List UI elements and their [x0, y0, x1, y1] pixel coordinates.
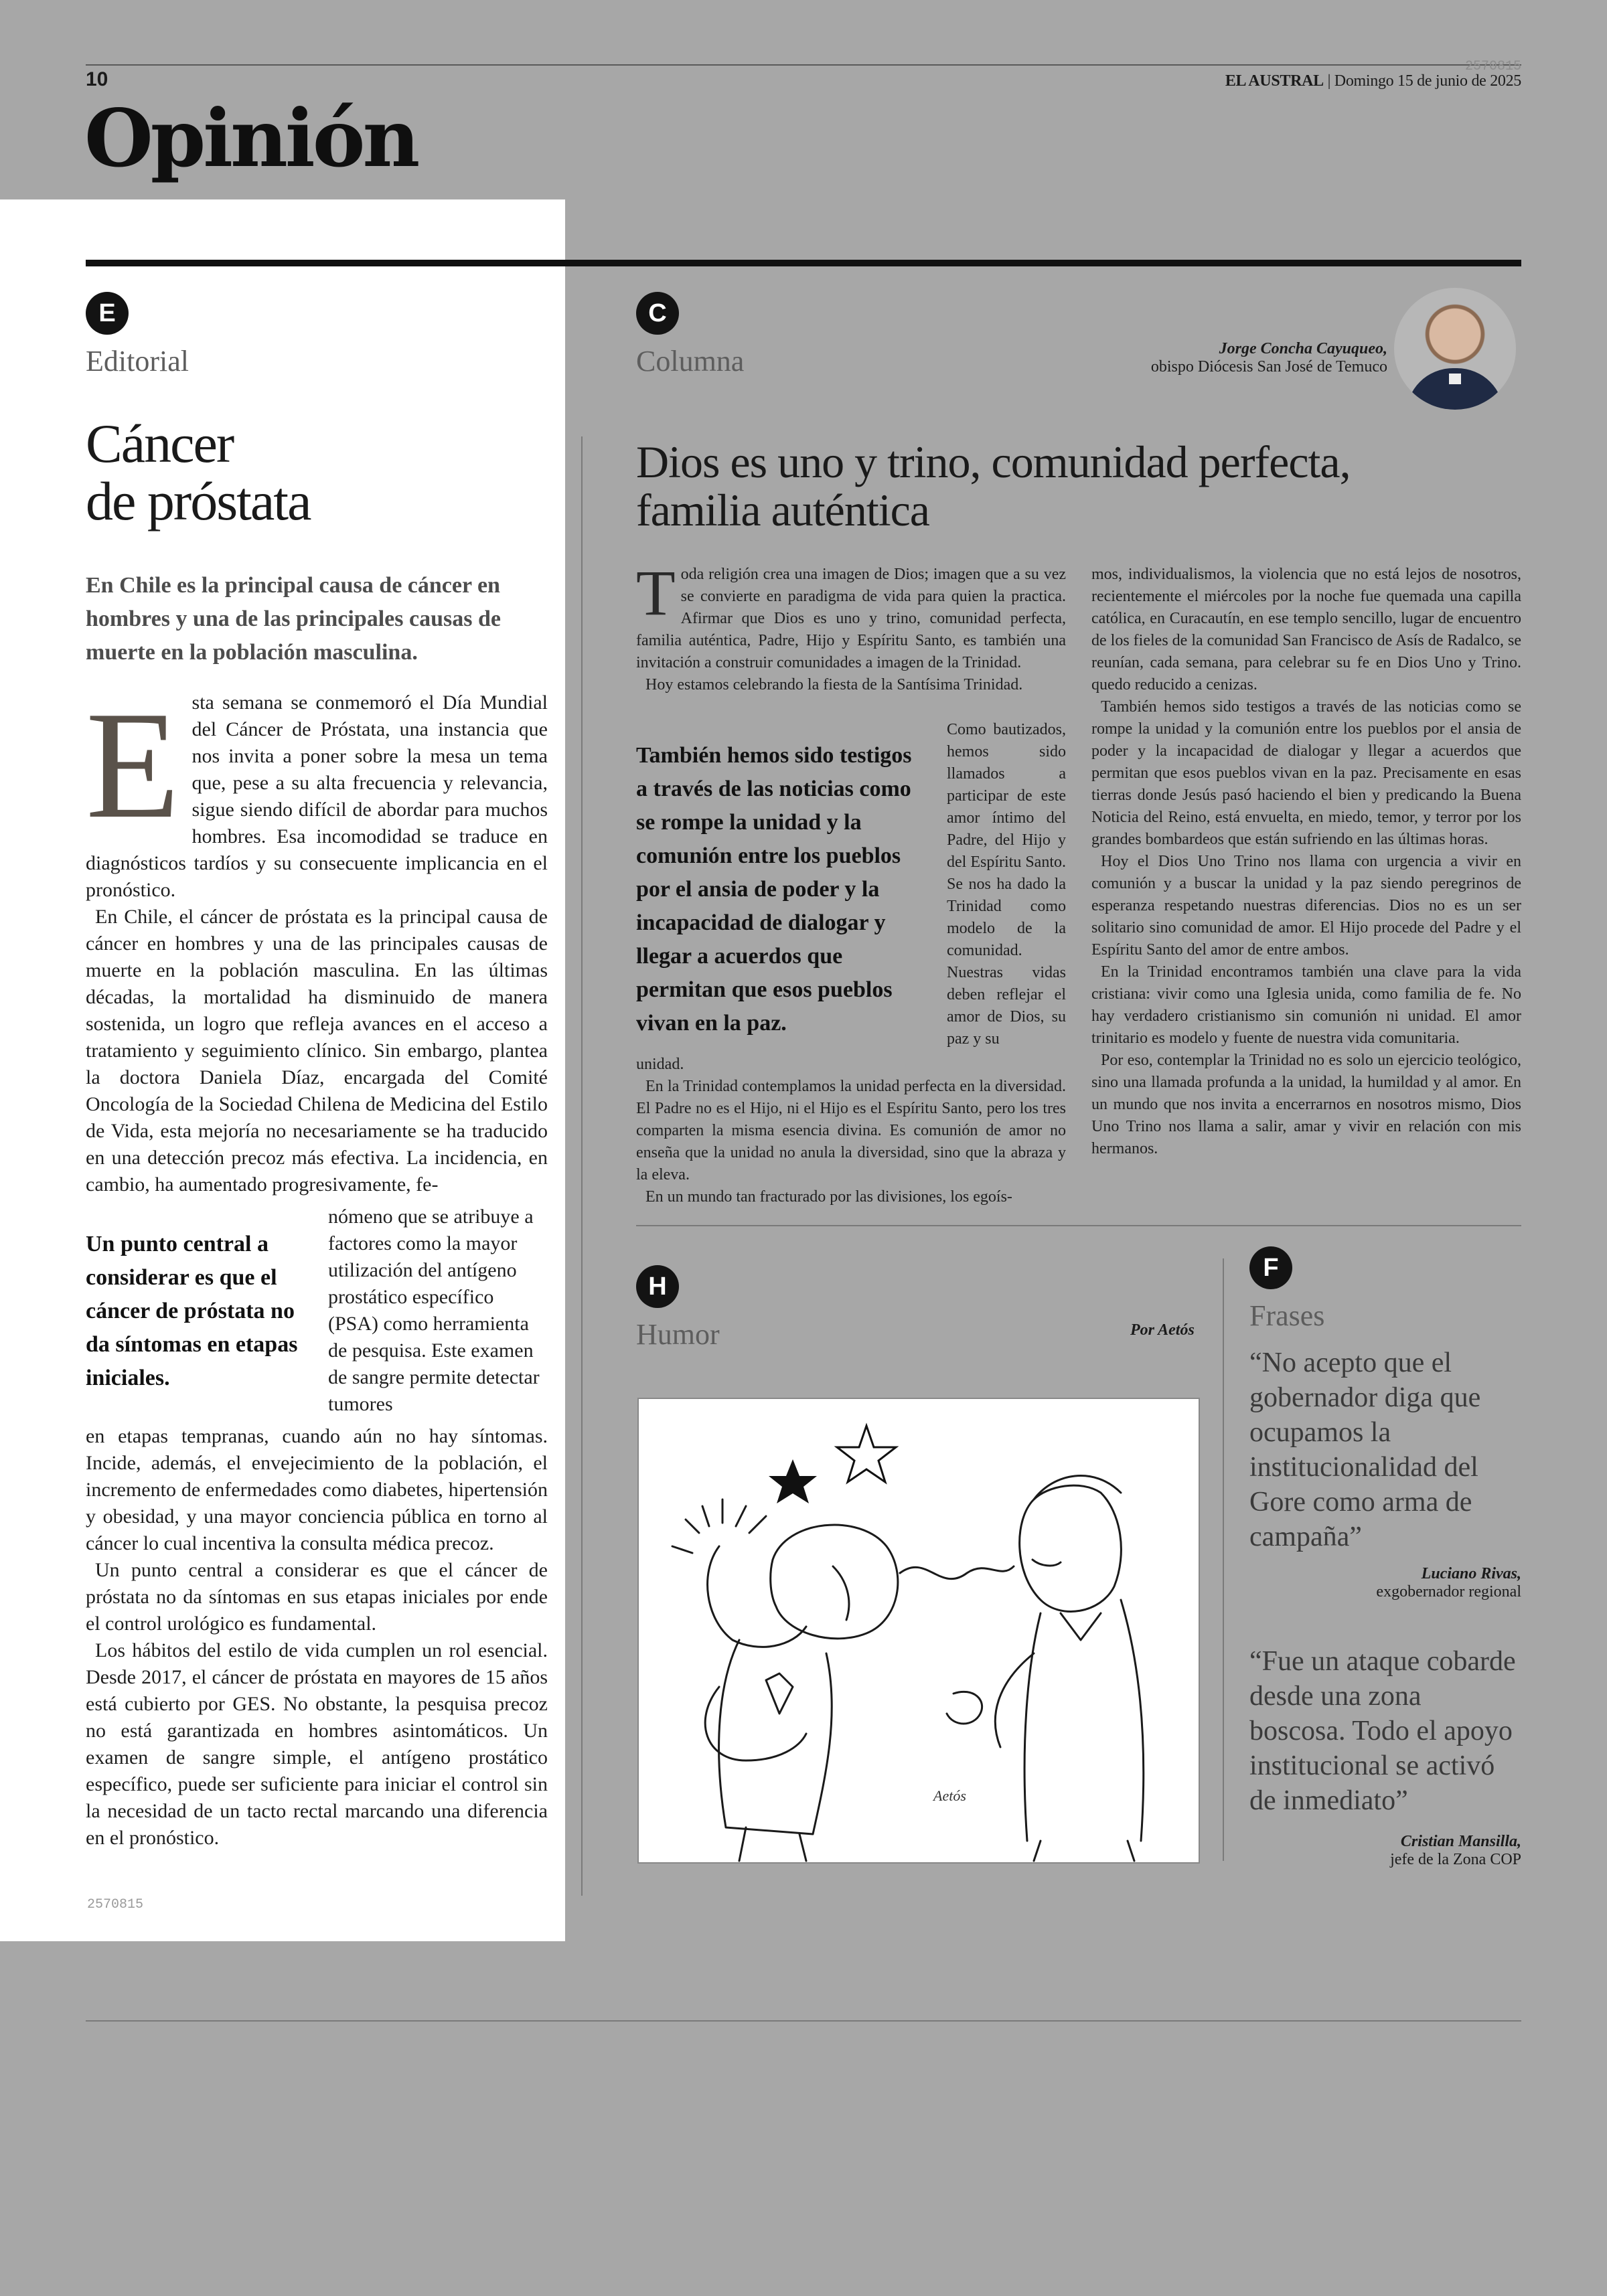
column-paragraph-3: En la Trinidad contemplamos la unidad perfecta en la diversidad. El Padre no es el Hijo, ni el Hijo es el Espíritu Santo, pero los tres comparten la misma esencia divina. Es comunión de amor no enseña que la unidad no anula la diversidad, sino que la abraza y la eleva. — [636, 1078, 1066, 1183]
editorial-pullquote: Un punto central a considerar es que el cáncer de próstata no da síntomas en etapas iniciales. — [86, 1232, 298, 1390]
editorial-lede: En Chile es la principal causa de cáncer en hombres y una de las principales causas de muerte en la población masculina. — [86, 573, 501, 665]
cartoon-left-body — [719, 1640, 832, 1834]
humor-kicker: Humor — [636, 1318, 720, 1351]
column-headline: Dios es uno y trino, comunidad perfecta, familia auténtica — [636, 436, 1351, 536]
editorial-footer-code: 2570815 — [87, 1897, 144, 1912]
editorial-badge: E — [86, 292, 129, 335]
section-title: Opinión — [84, 92, 418, 185]
column-dropcap: T — [636, 557, 676, 629]
column-badge: C — [636, 292, 679, 335]
humor-badge: H — [636, 1265, 679, 1308]
column-author-name: Jorge Concha Cayuqueo, — [1219, 340, 1387, 357]
editorial-intro: sta semana se conmemoró el Día Mundial del Cáncer de Próstata, una instancia que nos invita a poner sobre la mesa un tema que, pese a su alta frecuencia y relevancia, sigue siendo difícil de abordar para muchos hombres. Esa incomodidad se traduce en diagnósticos tardíos y su consecuente implicancia en el pronóstico. — [86, 691, 548, 901]
page-code: 2570815 — [1464, 59, 1521, 74]
column-body-left-bottom — [636, 1054, 1066, 1208]
cartoon-frame — [637, 1398, 1200, 1864]
cartoon-left-hand — [947, 1692, 982, 1724]
editorial-paragraph-2-right: nómeno que se atribuye a factores como la mayor utilización del antígeno prostático específico (PSA) como herramienta de pesquisa. Este examen de sangre permite detectar tumores — [328, 1206, 540, 1415]
column-paragraph-2: Hoy estamos celebrando la fiesta de la Santísima Trinidad. — [645, 676, 1023, 693]
frases-badge: F — [1249, 1246, 1292, 1289]
editorial-headline-line2: de próstata — [86, 471, 311, 531]
humor-top-rule — [636, 1225, 1521, 1226]
frases-quote-1-role: exgobernador regional — [1376, 1583, 1521, 1601]
frases-quote-1-attribution — [1376, 1565, 1521, 1601]
frases-quote-2-attribution — [1390, 1833, 1521, 1869]
column-author — [1151, 340, 1387, 376]
frases-quote-2: “Fue un ataque cobarde desde una zona boscosa. Todo el apoyo institucional se activó de inmediato” — [1249, 1646, 1516, 1816]
column-body-left-top — [636, 557, 1066, 696]
cartoon-glove — [771, 1525, 898, 1639]
editorial-kicker: Editorial — [86, 345, 189, 378]
column-right-paragraph-5: Por eso, contemplar la Trinidad no es solo un ejercicio teológico, sino una llamada profunda a la unidad, la humildad y al amor. En un mundo que nos invita a encerrarnos en nosotros mismo, Dios Uno Trino nos llama a salir, amar y vivir en relación con mis hermanos. — [1091, 1052, 1521, 1157]
bottom-rule — [86, 2020, 1521, 2022]
cartoon-right-leg — [1034, 1841, 1134, 1861]
column-pullquote: También hemos sido testigos a través de las noticias como se rompe la unidad y la comunión entre los pueblos por el ansia de poder y la incapacidad de dialogar y llegar a acuerdos que permitan que esos pueblos vivan en la paz. — [636, 743, 912, 1036]
frases-quote-1-name: Luciano Rivas, — [1421, 1565, 1521, 1582]
editorial-headline — [86, 415, 310, 530]
cartoon-right-hair — [1034, 1476, 1121, 1499]
editorial-body-top — [86, 679, 548, 1198]
editorial-headline-line1: Cáncer — [86, 413, 234, 474]
frases-quote-1: “No acepto que el gobernador diga que ocupamos la institucionalidad del Gore como arma de campaña” — [1249, 1347, 1481, 1552]
cartoon-right-head — [1020, 1485, 1122, 1611]
cartoon-left-hair — [672, 1499, 766, 1553]
author-photo — [1394, 288, 1516, 410]
frases-kicker: Frases — [1249, 1299, 1325, 1332]
humor-byline: Por Aetós — [1130, 1321, 1195, 1339]
cartoon-black-star — [769, 1459, 817, 1503]
column-divider — [581, 436, 583, 1896]
column-kicker: Columna — [636, 345, 745, 378]
cartoon-glove-lace — [833, 1566, 849, 1620]
column-paragraph-2-end: unidad. — [636, 1056, 684, 1073]
editorial-paragraph-2: En Chile, el cáncer de próstata es la principal causa de cáncer en hombres y una de las principales causas de muerte en la población masculina. En las últimas décadas, la mortalidad ha disminuido de manera sostenida, un logro que refleja avances en el acceso a tratamiento y seguimiento clínico. Sin embargo, plantea la doctora Daniela Díaz, encargada del Comité Oncología de la Sociedad Chilena de Medicina del Estilo de Vida, esta mejoría no necesariamente se ha traducido en una detección precoz más efectiva. La incidencia, en cambio, ha aumentado progresivamente, fe- — [86, 906, 548, 1196]
frases-quote-2-name: Cristian Mansilla, — [1400, 1833, 1521, 1850]
column-right-paragraph-1: mos, individualismos, la violencia que no está lejos de nosotros, recientemente el miércoles por la noche fue quemada una capilla católica, en Curacautín, en ese templo sencillo, lugar de encuentro de los fieles de la comunidad San Francisco de Asís de Radalco, se reunían, cada semana, para celebrar su fe en Dios Uno y Trino. quedo reducido a cenizas. — [1091, 566, 1521, 693]
cartoon-tie — [766, 1673, 793, 1714]
masthead: EL AUSTRAL | Domingo 15 de junio de 2025 — [1225, 72, 1521, 90]
column-right-paragraph-4: En la Trinidad encontramos también una clave para la vida cristiana: vivir como una Iglesia unida, como familia de fe. No hay verdadero cristianismo sin comunión ni unidad. El amor trinitario es modelo y fuente de nuestra vida comunitaria. — [1091, 963, 1521, 1047]
editorial-paragraph-2-cont: en etapas tempranas, cuando aún no hay síntomas. Incide, además, el envejecimiento de la población, el incremento de enfermedades como diabetes, hipertensión y obesidad, y una mayor conciencia pública en torno al cáncer lo cual incentiva la consulta médica precoz. — [86, 1425, 548, 1554]
cartoon-left-head — [708, 1546, 806, 1647]
cartoon-illustration — [639, 1399, 1199, 1862]
editorial-paragraph-3: Un punto central a considerar es que el cáncer de próstata no da síntomas en sus etapas iniciales por ende el control urológico es fundamental. — [86, 1559, 548, 1635]
cartoon-right-collar — [1061, 1613, 1101, 1640]
column-paragraph-4: En un mundo tan fracturado por las divisiones, los egoís- — [645, 1188, 1012, 1206]
editorial-dropcap: E — [86, 679, 180, 850]
page-number: 10 — [86, 68, 108, 90]
editorial-paragraph-4: Los hábitos del estilo de vida cumplen un rol esencial. Desde 2017, el cáncer de próstata en mayores de 15 años está cubierto por GES. No obstante, la pesquisa precoz no está garantizada en hombres asintomáticos. Un examen de sangre simple, el antígeno prostático específico, puede ser suficiente para iniciar el control sin la necesidad de un tacto rectal marcando una diferencia en el pronóstico. — [86, 1639, 548, 1849]
cartoon-signature: Aetós — [933, 1787, 966, 1804]
column-right-paragraph-3: Hoy el Dios Uno Trino nos llama con urgencia a vivir en comunión y a buscar la unidad y la paz siendo peregrinos de esperanza respetando nuestras diferencias. Dios no es un ser solitario sino comunidad de amor. El Hijo procede del Padre y el Espíritu Santo del amor de entre ambos. — [1091, 853, 1521, 959]
publication-name: EL AUSTRAL — [1225, 72, 1324, 90]
author-photo-collar — [1449, 374, 1461, 384]
editorial-body-bottom — [86, 1423, 548, 1852]
column-paragraph-1: oda religión crea una imagen de Dios; imagen que a su vez se convierte en paradigma de vida para quien la practica. Afirmar que Dios es uno y trino, comunidad perfecta, familia auténtica, Padre, Hijo y Espíritu Santo, es también una invitación a construir comunidades a imagen de la Trinidad. — [636, 566, 1066, 671]
column-body-right — [1091, 564, 1521, 1160]
column-right-paragraph-2: También hemos sido testigos a través de las noticias como se rompe la unidad y la comunión entre los pueblos por el ansia de poder y la incapacidad de dialogar y llegar a acuerdos que permitan que esos pueblos vivan en la paz. Precisamente en esas tierras donde Jesús pasó haciendo el bien y predicando la Buena Noticia del Reino, está envuelta, en miedo, temor, y terror por los grandes bombardeos que están sufriendo en las últimas horas. — [1091, 698, 1521, 848]
column-author-role: obispo Diócesis San José de Temuco — [1150, 358, 1387, 376]
cartoon-right-mouth — [1032, 1560, 1061, 1566]
column-paragraph-2-narrow: Como bautizados, hemos sido llamados a participar de este amor íntimo del Padre, del Hijo y del Espíritu Santo. Se nos ha dado la Trinidad como modelo de la comunidad. Nuestras vidas deben reflejar el amor de Dios, su paz y su — [947, 721, 1066, 1048]
top-rule — [86, 64, 1521, 66]
frases-quote-2-role: jefe de la Zona COP — [1390, 1851, 1521, 1868]
frases-divider — [1223, 1258, 1224, 1861]
section-rule — [86, 260, 1521, 266]
publication-date: Domingo 15 de junio de 2025 — [1334, 72, 1521, 90]
cartoon-outline-star — [837, 1426, 896, 1482]
cartoon-glove-spring — [900, 1566, 1014, 1579]
